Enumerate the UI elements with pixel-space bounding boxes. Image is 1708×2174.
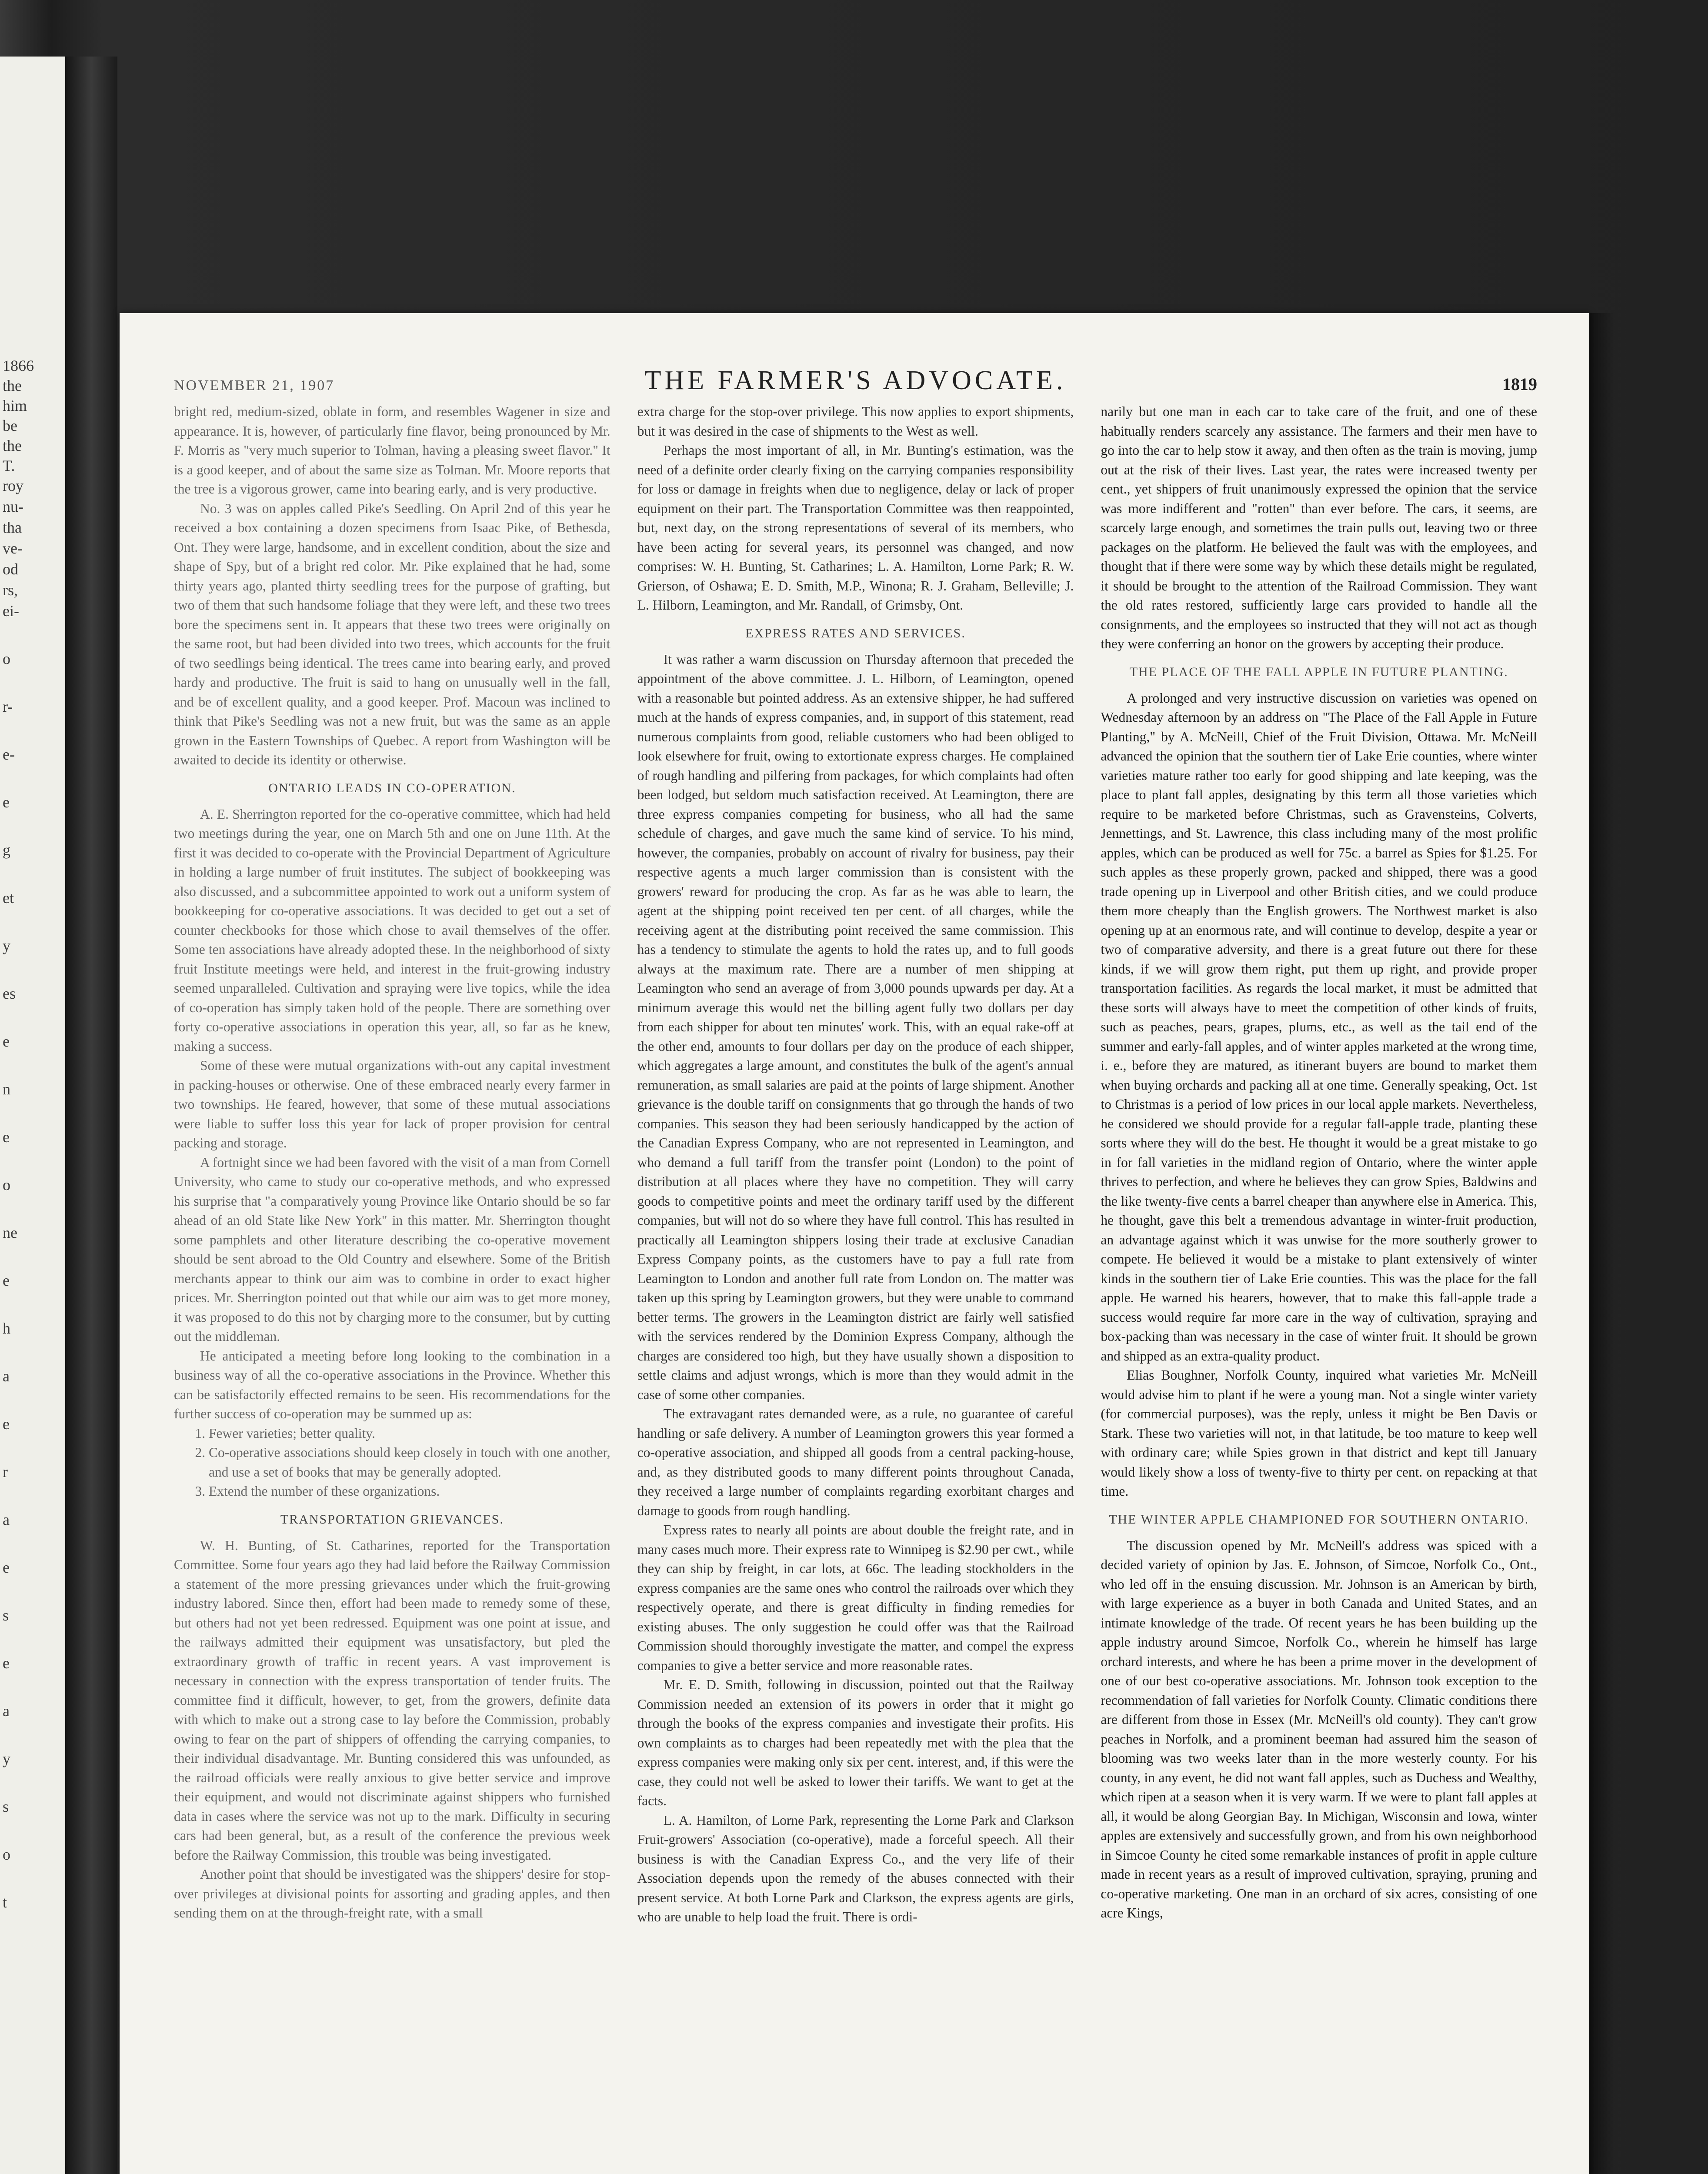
paragraph: A fortnight since we had been favored with the visit of a man from Cornell University, who came to study our co-operative methods, and who expressed his surprise that "a comparatively young Province like Ontario should be so far ahead of an old State like New York" in this matter. Mr. Sherrington thought some pamphlets and other literature describing the co-operative movement should be sent abroad to the Old Country and elsewhere. Some of the British merchants appear to think our aim was to combine in order to exact higher prices. Mr. Sherrington pointed out that while our aim was to get more money, it was proposed to do this not by charging more to the consumer, but by cutting out the middleman. (174, 1154, 610, 1344)
prev-page-fragment: o (3, 650, 10, 667)
paragraph: Some of these were mutual organizations with-out any capital investment in packing-houses or otherwise. One of these embraced nearly every farmer in two townships. He feared, however, that some of these mutual associations were liable to suffer loss this year for lack of proper provision for central packing and storage. (174, 1058, 610, 1150)
previous-page-edge (0, 57, 68, 2174)
article-columns (174, 402, 1537, 2174)
newspaper-page (120, 313, 1589, 2174)
section-heading: ONTARIO LEADS IN CO-OPERATION. (268, 780, 516, 795)
prev-page-fragment: ne (3, 1224, 17, 1241)
prev-page-fragment: the (3, 377, 22, 394)
prev-page-fragment: a (3, 1702, 10, 1720)
prev-page-fragment: T. (3, 457, 15, 474)
prev-page-fragment: y (3, 937, 10, 954)
prev-page-fragment: y (3, 1750, 10, 1767)
prev-page-fragment: e- (3, 746, 15, 763)
section-heading: TRANSPORTATION GRIEVANCES. (280, 1512, 504, 1527)
prev-page-fragment: 1866 (3, 357, 34, 374)
paragraph: Express rates to nearly all points are about double the freight rate, and in many cases much more. Their express rate to Winnipeg is $2.90 per cwt., while they can ship by freight, in car lots, at 66c. The leading stockholders in the express companies are the same ones who control the railroads over which they respectively operate, and there is great difficulty in finding remedies for existing abuses. The only suggestion he could offer was that the Railroad Commission should thoroughly investigate the matter, and compel the express companies to give a better service and more reasonable rates. (637, 1522, 1074, 1673)
paragraph: The discussion opened by Mr. McNeill's address was spiced with a decided variety of opinion by Jas. E. Johnson, of Simcoe, Norfolk Co., Ont., who led off in the ensuing discussion. Mr. Johnson is an American by birth, with large experience as a buyer in both Canada and United States, and an intimate knowledge of the trade. Of recent years he has been building up the apple industry around Simcoe, Norfolk Co., wherein he himself has large orchard interests, and where he has been a prime mover in the development of one of our best co-operative associations. Mr. Johnson took exception to the recommendation of fall varieties for Norfolk County. Climatic conditions there are different from those in Essex (Mr. McNeill's old county). They can't grow peaches in Norfolk, and a prominent beeman had assured him the season of blooming was two weeks later than in the more westerly county. For his county, in any event, he did not want fall apples, such as Duchess and Wealthy, which ripen at a season when it is very warm. If we were to plant fall apples at all, it would be along Georgian Bay. In Michigan, Wisconsin and Iowa, winter apples are extensively and successfully grown, and from his own neighborhood in Simcoe County he cited some remarkable instances of profit in apple culture made in recent years as a result of improved cultivation, spraying, pruning and co-operative marketing. One man in an orchard of six acres, consisting of one acre Kings, (1101, 1537, 1538, 1921)
column-2 (637, 402, 1074, 2174)
prev-page-fragment: the (3, 437, 22, 454)
prev-page-fragment: t (3, 1894, 7, 1911)
recommendations-list (174, 1424, 610, 1501)
prev-page-fragment: o (3, 1176, 10, 1194)
list-item: 1. Fewer varieties; better quality. (209, 1424, 610, 1444)
prev-page-fragment: a (3, 1367, 10, 1385)
paragraph: A prolonged and very instructive discussion on varieties was opened on Wednesday afternoon by an address on "The Place of the Fall Apple in Future Planting," by A. McNeill, Chief of the Fruit Division, Ottawa. Mr. McNeill advanced the opinion that the southern tier of Lake Erie counties, where winter varieties mature rather too early for good shipping and late keeping, was the place to plant fall apples, designating by this term all those varieties which require to be marketed before Christmas, such as Gravensteins, Colverts, Jennettings, and St. Lawrence, this class including many of the most prolific apples, which can be produced as well for 75c. a barrel as Spies for $1.25. For such apples as these properly grown, packed and shipped, there was a good trade opening up in Liverpool and other British cities, and we could produce them more cheaply than the English growers. The Northwest market is also opening up at an enormous rate, and will continue to develop, despite a year or two of comparative adversity, and there is a great future out there for these kinds, if we will grow them right, put them up right, and provide proper transportation facilities. As regards the local market, it must be admitted that these sorts will always have to meet the competition of other kinds of fruits, such as peaches, pears, grapes, plums, etc., as well as the tail end of the summer and early-fall apples, and of winter apples marketed at the wrong time, i. e., before they are matured, as itinerant buyers are bound to market them when buying orchards and packing all at one time. Generally speaking, Oct. 1st to Christmas is a period of low prices in our local apple markets. Nevertheless, he considered we should provide for a regular fall-apple trade, planting these sorts where they will do the best. He thought it would be a great mistake to go in for fall varieties in the midland region of Ontario, where the winter apple thrives to perfection, and where he believes they can grow Spies, Baldwins and the like twenty-five cents a barrel cheaper than anywhere else in America. This, he thought, gave this belt a tremendous advantage in winter-fruit production, an advantage against which it was unwise for the more southerly grower to compete. He believed it would be a mistake to plant extensively of winter kinds in the southern tier of Lake Erie counties. This was the place for the fall apple. He warned his hearers, however, that to make this fall-apple trade a success would require far more care in the way of cultivation, spraying and box-packing than was necessary in the case of winter fruit. It should be grown and shipped as an extra-quality product. (1101, 690, 1538, 1364)
prev-page-fragment: e (3, 1654, 10, 1672)
section-heading: EXPRESS RATES AND SERVICES. (745, 626, 966, 640)
prev-page-fragment: g (3, 841, 10, 859)
prev-page-fragment: e (3, 1033, 10, 1050)
prev-page-fragment: roy (3, 477, 23, 494)
paragraph: narily but one man in each car to take care of the fruit, and one of these habitually renders scarcely any assistance. The farmers and their men have to go into the car to help stow it away, and then often as the train is moving, jump out at the risk of their lives. Last year, the rates were increased twenty per cent., yet shippers of fruit unanimously expressed the opinion that the service was more indifferent and "rotten" than ever before. The cars, it seems, are scarcely large enough, and sometimes the train pulls out, leaving two or three packages on the platform. He believed the fault was with the employees, and thought that if there were some way by which these details might be regulated, it should be brought to the attention of the Railroad Commission. They want the old rates restored, sufficiently large cars provided to handle all the consignments, and the employees so instructed that they will not act as though they were conferring an honor on the growers by accepting their produce. (1101, 404, 1538, 651)
prev-page-fragment: ei- (3, 602, 19, 620)
paragraph: Elias Boughner, Norfolk County, inquired what varieties Mr. McNeill would advise him to plant if he were a young man. Not a single winter variety (for commercial purposes), was the reply, unless it might be Ben Davis or Stark. These two varieties will not, in that latitude, be too mature to keep well with ordinary care; while Spies grown in that district and kept till January would likely show a loss of twenty-five to thirty per cent. on repacking at that time. (1101, 1367, 1538, 1499)
issue-date: NOVEMBER 21, 1907 (174, 377, 335, 393)
prev-page-fragment: be (3, 417, 17, 434)
paragraph: It was rather a warm discussion on Thursday afternoon that preceded the appointment of the above committee. J. L. Hilborn, of Leamington, opened with a reasonable but pointed address. As an extensive shipper, he had suffered much at the hands of express companies, and, in support of this statement, read numerous complaints from good, reliable customers who had been obliged to look elsewhere for fruit, owing to extortionate express charges. He complained of rough handling and pilfering from packages, for which complaints had often been lodged, but seldom much satisfaction received. At Leamington, there are three express companies competing for business, who all had the same schedule of charges, and gave much the same kind of service. To his mind, however, the companies, probably on account of rivalry for business, pay their respective agents a much larger commission than is consistent with the growers' reward for producing the crop. As far as he was able to learn, the agent at the shipping point received ten per cent. of all charges, while the receiving agent at the distributing point received the same commission. This has a tendency to stimulate the agents to hold the rates up, and to full goods always at the maximum rate. There are a number of men shipping at Leamington who send an average of from 3,000 pounds upwards per day. At a minimum average this would net the billing agent fully two dollars per day from each shipper for about ten minutes' work. This, with an equal rake-off at the other end, amounts to four dollars per day on the produce of each shipper, which aggregates a large amount, and constitutes the bulk of the agent's annual remuneration, as small salaries are paid at the points of large shipment. Another grievance is the double tariff on consignments that go through the hands of two companies. This season they had been seriously handicapped by the action of the Canadian Express Company, who are not represented in Leamington, and who demand a full tariff from the transfer point (London) to the point of distribution at all places where they have no competition. They will carry goods to competitive points and meet the ordinary tariff used by the different companies, but will not do so where they have full control. This has resulted in practically all Leamington shippers losing their trade at exclusive Canadian Express Company points, as the customers have to pay a full rate from Leamington to London and another full rate from London on. The matter was taken up this spring by Leamington growers, but they were unable to command better terms. The growers in the Leamington district are fairly well satisfied with the services rendered by the Dominion Express Company, although the charges are considered too high, but they have usually shown a disposition to settle claims and adjust wrongs, which is more than they would admit in the case of some other companies. (637, 651, 1074, 1402)
paragraph: No. 3 was on apples called Pike's Seedling. On April 2nd of this year he received a box containing a dozen specimens from Isaac Pike, of Bethesda, Ont. They were large, handsome, and in excellent condition, about the size and shape of Spy, but of a bright red color. Mr. Pike explained that he had, some thirty years ago, planted thirty seedling trees for the purpose of grafting, but two of them that such handsome foliage that they were left, and these two trees bore the specimens sent in. It appears that these two trees were originally on the same root, but had been divided into two trees, which accounts for the fruit of two seedlings being identical. The trees came into bearing early, and proved hardy and productive. The fruit is said to hang on unusually well in the fall, and be of excellent quality, and a good keeper. Prof. Macoun was inclined to think that Pike's Seedling was not a new fruit, but was the same as an apple grown in the Eastern Townships of Quebec. A report from Washington will be awaited to decide its identity or otherwise. (174, 500, 610, 767)
paragraph: A. E. Sherrington reported for the co-operative committee, which had held two meetings during the year, one on March 5th and one on June 11th. At the first it was decided to co-operate with the Provincial Department of Agriculture in holding a large number of fruit institutes. The subject of bookkeeping was also discussed, and a subcommittee appointed to work out a uniform system of bookkeeping for co-operative associations. It was decided to get out a set of counter checkbooks for those which chose to avail themselves of the offer. Some ten associations have already adopted these. In the neighborhood of sixty fruit Institute meetings were held, and interest in the fruit-growing industry seemed unparalleled. Cultivation and spraying were live topics, while the idea of co-operation has simply taken hold of the people. There are something over forty co-operative associations in operation this year, all, so far as he knew, making a success. (174, 806, 610, 1054)
prev-page-fragment: s (3, 1798, 9, 1815)
prev-page-fragment: r- (3, 698, 13, 715)
book-gutter (65, 57, 117, 2174)
prev-page-fragment: a (3, 1511, 10, 1528)
list-item: 3. Extend the number of these organizations. (209, 1482, 610, 1501)
column-1 (174, 402, 610, 2174)
prev-page-fragment: e (3, 1415, 10, 1433)
prev-page-fragment: e (3, 794, 10, 811)
prev-page-fragment: n (3, 1080, 10, 1098)
prev-page-fragment: r (3, 1463, 8, 1480)
section-heading: THE PLACE OF THE FALL APPLE IN FUTURE PLANTING. (1129, 664, 1508, 679)
paragraph: extra charge for the stop-over privilege. This now applies to export shipments, but it was desired in the case of shipments to the West as well. (637, 404, 1074, 439)
list-item: 2. Co-operative associations should keep closely in touch with one another, and use a set of books that may be generally adopted. (209, 1443, 610, 1482)
prev-page-fragment: es (3, 985, 16, 1002)
prev-page-fragment: h (3, 1320, 10, 1337)
paragraph: Mr. E. D. Smith, following in discussion, pointed out that the Railway Commission needed an extension of its powers in order that it might go through the books of the express companies and investigate their profits. His own complaints as to charges had been repeatedly met with the plea that the express companies were making only six per cent. interest, and, if this were the case, they could not well be asked to lower their tariffs. We want to get at the facts. (637, 1677, 1074, 1808)
prev-page-fragment: e (3, 1272, 10, 1289)
prev-page-fragment: nu- (3, 498, 23, 515)
paragraph: L. A. Hamilton, of Lorne Park, representing the Lorne Park and Clarkson Fruit-growers' Association (co-operative), made a forceful speech. All their business is with the Canadian Express Co., and the very life of their Association depends upon the remedy of the abuses connected with their present service. At both Lorne Park and Clarkson, the express agents are girls, who are unable to help load the fruit. There is ordi- (637, 1812, 1074, 1924)
prev-page-fragment: o (3, 1846, 10, 1863)
paragraph: Another point that should be investigated was the shippers' desire for stop-over privileges at divisional points for assorting and grading apples, and then sending them on at the through-freight rate, with a small (174, 1867, 610, 1921)
masthead-title: THE FARMER'S ADVOCATE. (644, 366, 1067, 395)
prev-page-fragment: e (3, 1128, 10, 1146)
column-3 (1101, 402, 1537, 2174)
paragraph: The extravagant rates demanded were, as a rule, no guarantee of careful handling or safe delivery. A number of Leamington growers this year formed a co-operative association, and shipped all goods from a central packing-house, and, as they distributed goods to many different points throughout Canada, they received a large number of complaints regarding exorbitant charges and damage to goods from rough handling. (637, 1406, 1074, 1518)
prev-page-fragment: tha (3, 519, 22, 536)
section-heading: THE WINTER APPLE CHAMPIONED FOR SOUTHERN ONTARIO. (1109, 1512, 1529, 1527)
page-number: 1819 (1502, 374, 1537, 394)
paragraph: Perhaps the most important of all, in Mr. Bunting's estimation, was the need of a definite order clearly fixing on the carrying companies responsibility for loss or damage in freights when due to negligence, delay or lack of proper equipment on their part. The Transportation Committee was then reappointed, but, next day, on the strong representations of several of its members, who have been acting for several years, its personnel was changed, and now comprises: W. H. Bunting, St. Catharines; L. A. Hamilton, Lorne Park; R. W. Grierson, of Oshawa; E. D. Smith, M.P., Winona; R. J. Graham, Belleville; J. L. Hilborn, Leamington, and Mr. Randall, of Grimsby, Ont. (637, 443, 1074, 613)
prev-page-fragment: od (3, 560, 18, 578)
prev-page-fragment: him (3, 397, 27, 414)
paragraph: He anticipated a meeting before long looking to the combination in a business way of all the co-operative associations in the Province. Whether this can be satisfactorily effected remains to be seen. His recommendations for the further success of co-operation may be summed up as: (174, 1348, 610, 1421)
prev-page-fragment: e (3, 1559, 10, 1576)
page-edge-shadow (1589, 313, 1615, 2174)
prev-page-fragment: ve- (3, 540, 23, 557)
prev-page-fragment: et (3, 889, 14, 907)
prev-page-fragment: s (3, 1607, 9, 1624)
paragraph: W. H. Bunting, of St. Catharines, reported for the Transportation Committee. Some four years ago they had laid before the Railway Commission a statement of the more pressing grievances under which the fruit-growing industry labored. Since then, effort had been made to remedy some of these, but others had not yet been redressed. Equipment was one point at issue, and the railways admitted their equipment was unsatisfactory, but pled the extraordinary growth of traffic in recent years. A vast improvement is necessary in connection with the express transportation of tender fruits. The committee find it difficult, however, to get, from the growers, definite data with which to make out a strong case to lay before the Commission, probably owing to fear on the part of shippers of offending the carrying companies, to their individual disadvantage. Mr. Bunting considered this was unfounded, as the railroad officials were really anxious to give better service and improve their equipment, and would not discriminate against shippers who furnished data in cases where the service was not up to the mark. Difficulty in securing cars had been general, but, as a result of the conference the previous week before the Railway Commission, this trouble was being investigated. (174, 1537, 610, 1863)
prev-page-fragment: rs, (3, 581, 18, 599)
paragraph: bright red, medium-sized, oblate in form, and resembles Wagener in size and appearance. It is, however, of particularly fine flavor, being pronounced by Mr. F. Morris as "very much superior to Tolman, having a pleasing sweet flavor." It is a good keeper, and of about the same size as Tolman. Mr. Moore reports that the tree is a vigorous grower, came into bearing early, and is very productive. (174, 404, 610, 497)
